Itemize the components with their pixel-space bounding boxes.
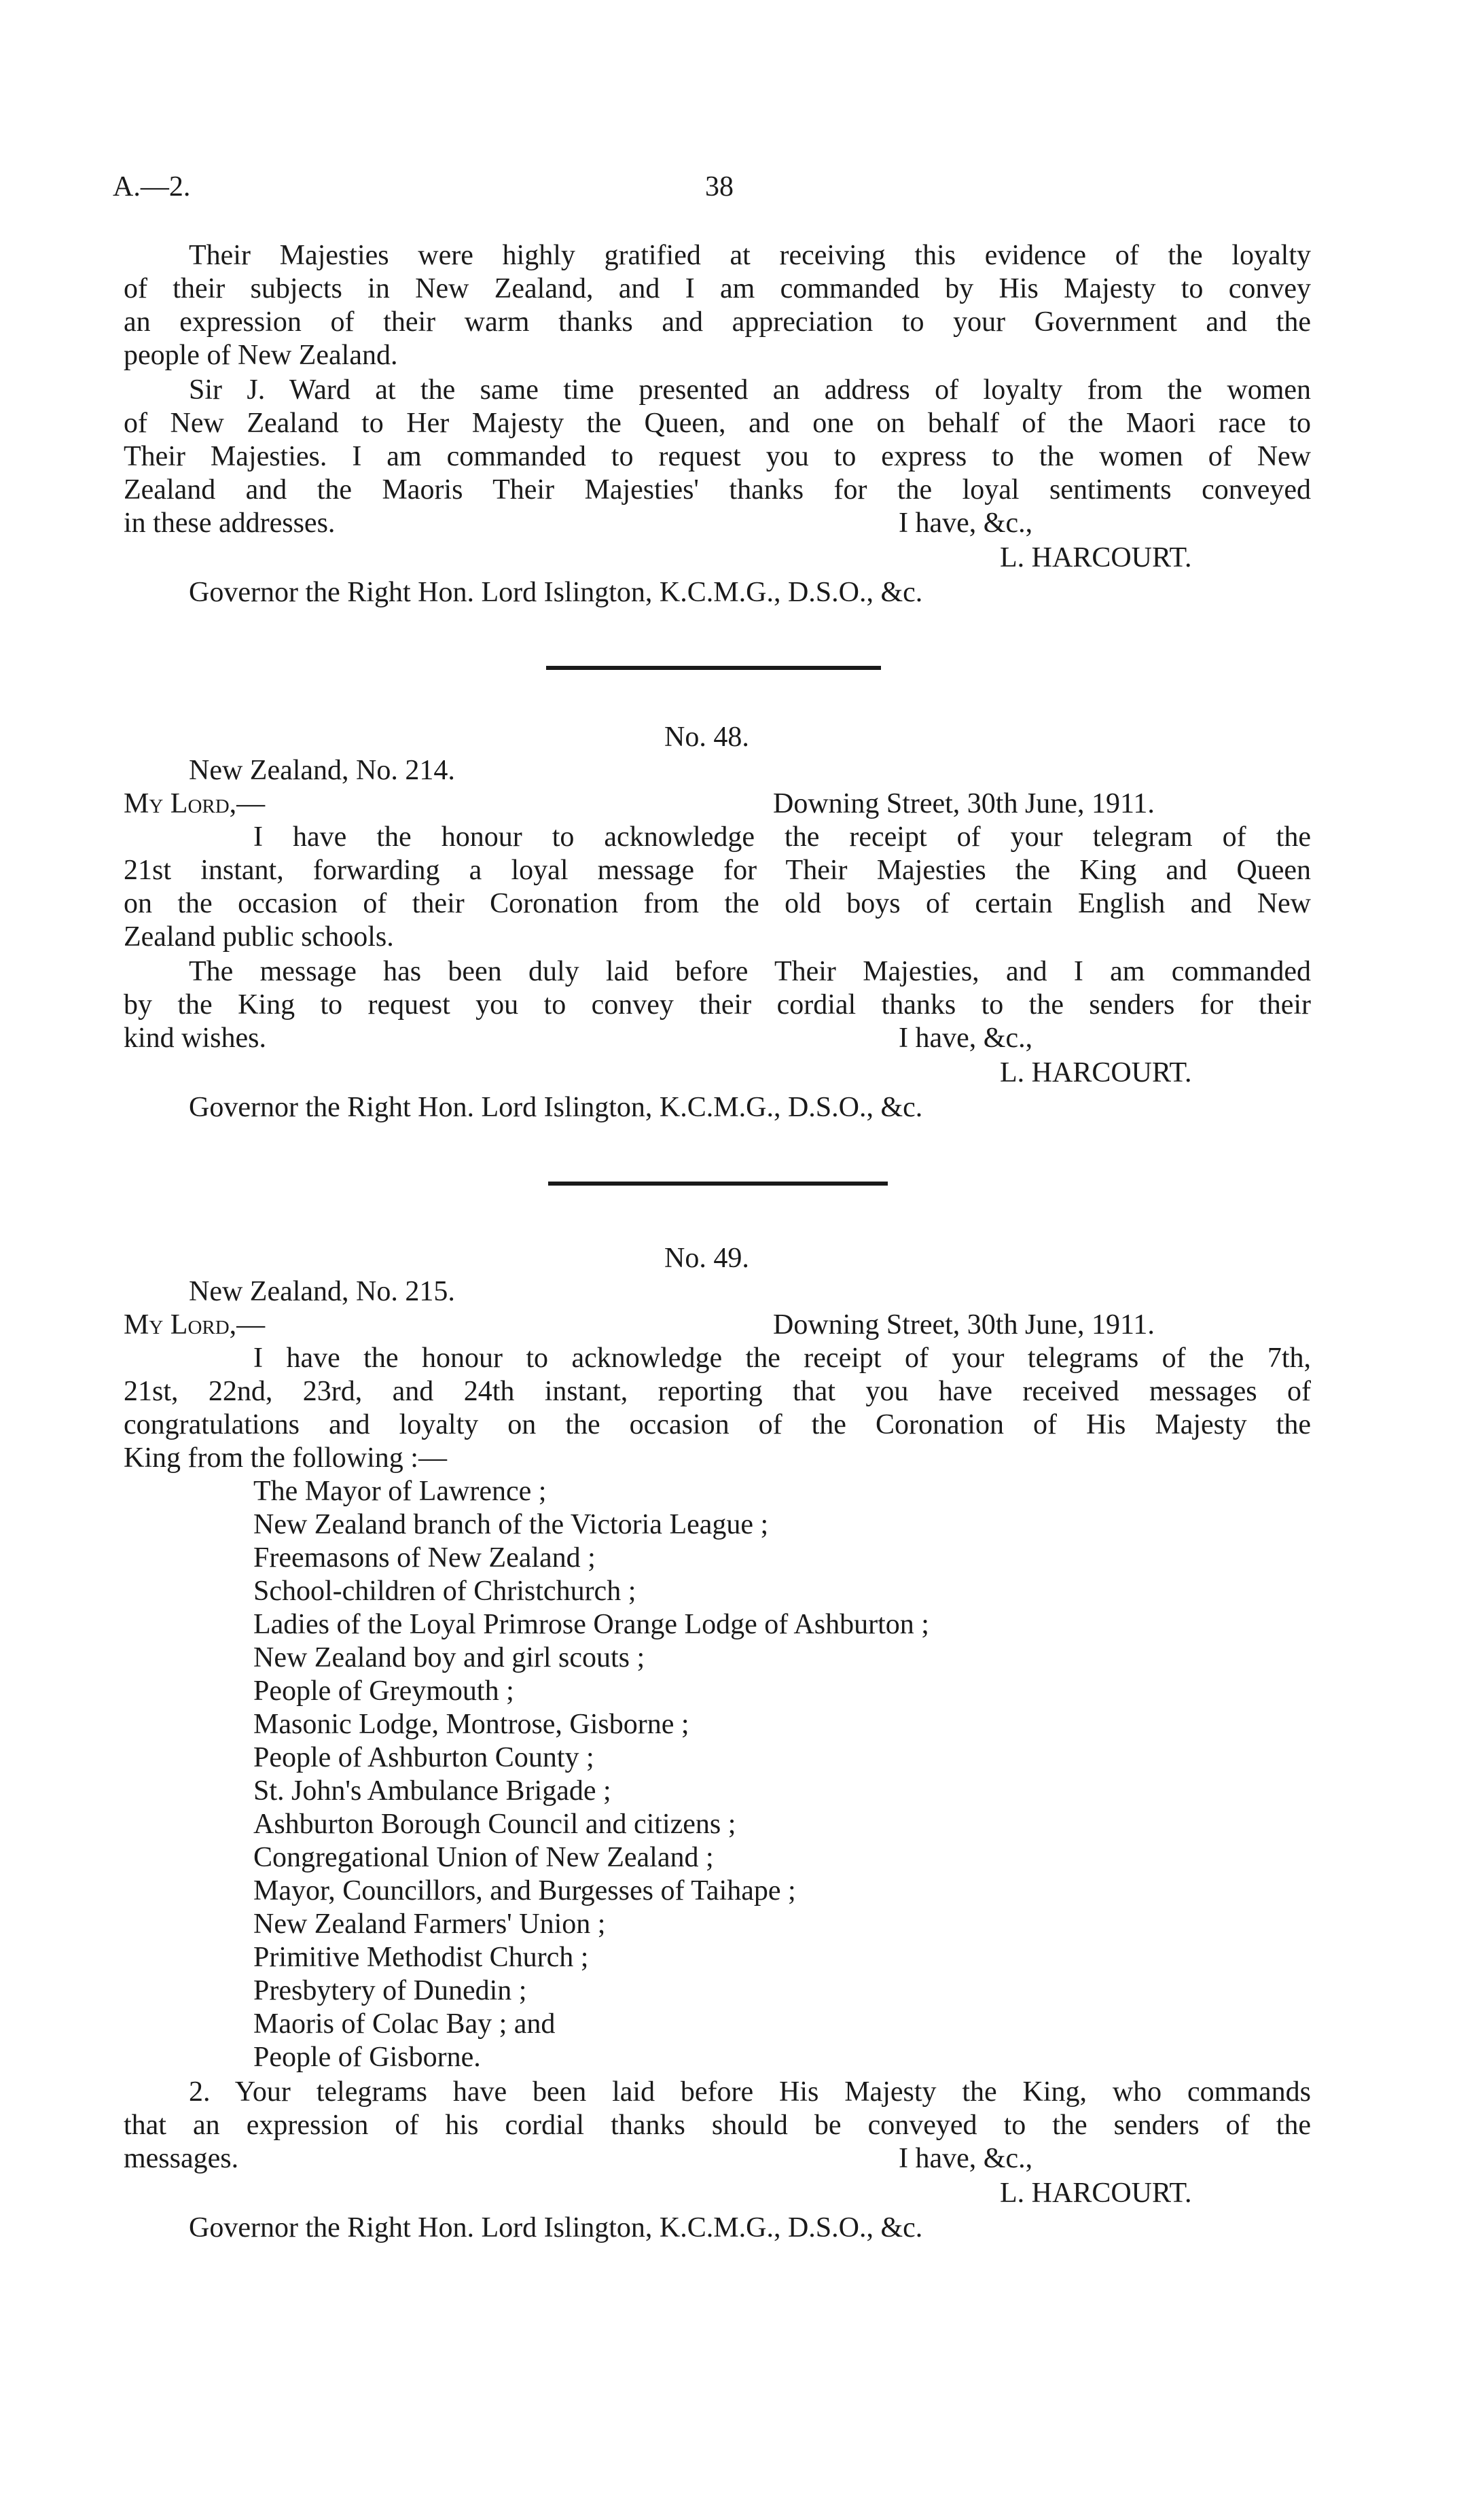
list-item: Primitive Methodist Church ;	[253, 1942, 589, 1973]
letter-49-p2-line-1: 2. Your telegrams have been laid before His Majesty the King, who commands	[189, 2076, 1311, 2108]
page-number: 38	[705, 171, 734, 202]
list-item: Ashburton Borough Council and citizens ;	[253, 1809, 736, 1840]
letter-49-dateline: Downing Street, 30th June, 1911.	[773, 1309, 1155, 1341]
letter-48-p1-line-1: I have the honour to acknowledge the receipt of your telegram of the	[253, 821, 1311, 853]
letter-48-p2-line-2: by the King to request you to convey their cordial thanks to the senders for their	[124, 989, 1311, 1021]
letter-48-p2-line-1: The message has been duly laid before Their Majesties, and I am commanded	[189, 956, 1311, 987]
letter-49-p2-line-3: messages.	[124, 2143, 239, 2174]
letter-48-reference: New Zealand, No. 214.	[189, 755, 455, 786]
letter-49-reference: New Zealand, No. 215.	[189, 1276, 455, 1307]
letter-49-closing: I have, &c.,	[899, 2143, 1033, 2174]
letter-47-closing: I have, &c.,	[899, 508, 1033, 539]
letter-49-number: No. 49.	[664, 1243, 749, 1274]
letter-49-salutation: My Lord,—	[124, 1309, 266, 1341]
letter-48-p1-line-2: 21st instant, forwarding a loyal message for Their Majesties the King and Queen	[124, 855, 1311, 886]
list-item: Maoris of Colac Bay ; and	[253, 2008, 556, 2040]
list-item: Congregational Union of New Zealand ;	[253, 1842, 714, 1873]
letter-47-p2-line-5: in these addresses.	[124, 508, 336, 539]
letter-48-p1-line-4: Zealand public schools.	[124, 921, 394, 953]
list-item: St. John's Ambulance Brigade ;	[253, 1775, 611, 1807]
letter-48-closing: I have, &c.,	[899, 1023, 1033, 1054]
list-item: New Zealand branch of the Victoria League ;	[253, 1509, 769, 1540]
list-item: People of Greymouth ;	[253, 1675, 514, 1707]
letter-47-signature: L. HARCOURT.	[1000, 542, 1192, 573]
letter-47-p1-line-1: Their Majesties were highly gratified at receiving this evidence of the loyalty	[189, 240, 1311, 271]
list-item: People of Gisborne.	[253, 2042, 481, 2073]
letter-48-dateline: Downing Street, 30th June, 1911.	[773, 788, 1155, 819]
letter-47-p1-line-2: of their subjects in New Zealand, and I am commanded by His Majesty to convey	[124, 273, 1311, 304]
letter-47-p2-line-1: Sir J. Ward at the same time presented an address of loyalty from the women	[189, 374, 1311, 406]
list-item: The Mayor of Lawrence ;	[253, 1476, 547, 1507]
list-item: New Zealand Farmers' Union ;	[253, 1909, 606, 1940]
list-item: Masonic Lodge, Montrose, Gisborne ;	[253, 1709, 689, 1740]
letter-48-p2-line-3: kind wishes.	[124, 1023, 266, 1054]
letter-48-salutation: My Lord,—	[124, 788, 266, 819]
letter-48-signature: L. HARCOURT.	[1000, 1057, 1192, 1088]
list-item: Presbytery of Dunedin ;	[253, 1975, 527, 2006]
letter-47-p1-line-4: people of New Zealand.	[124, 340, 398, 371]
letter-49-p2-line-2: that an expression of his cordial thanks should be conveyed to the senders of the	[124, 2110, 1311, 2141]
letter-49-p1-line-2: 21st, 22nd, 23rd, and 24th instant, reporting that you have received messages of	[124, 1376, 1311, 1407]
series-reference: A.—2.	[113, 171, 191, 202]
letter-49-p1-line-3: congratulations and loyalty on the occasion of the Coronation of His Majesty the	[124, 1409, 1311, 1440]
letter-47-p2-line-3: Their Majesties. I am commanded to request you to express to the women of New	[124, 441, 1311, 472]
letter-47-p2-line-2: of New Zealand to Her Majesty the Queen, and one on behalf of the Maori race to	[124, 408, 1311, 439]
section-divider	[548, 1182, 888, 1186]
list-item: School-children of Christchurch ;	[253, 1576, 636, 1607]
letter-49-addressee: Governor the Right Hon. Lord Islington, K.C.M.G., D.S.O., &c.	[189, 2212, 923, 2243]
section-divider	[546, 666, 881, 670]
letter-48-addressee: Governor the Right Hon. Lord Islington, K.C.M.G., D.S.O., &c.	[189, 1092, 923, 1123]
letter-49-p1-line-1: I have the honour to acknowledge the receipt of your telegrams of the 7th,	[253, 1343, 1311, 1374]
list-item: Freemasons of New Zealand ;	[253, 1542, 596, 1574]
list-item: Mayor, Councillors, and Burgesses of Taihape ;	[253, 1875, 796, 1906]
letter-47-p1-line-3: an expression of their warm thanks and appreciation to your Government and the	[124, 306, 1311, 338]
letter-48-p1-line-3: on the occasion of their Coronation from the old boys of certain English and New	[124, 888, 1311, 919]
letter-47-p2-line-4: Zealand and the Maoris Their Majesties' thanks for the loyal sentiments conveyed	[124, 474, 1311, 505]
list-item: People of Ashburton County ;	[253, 1742, 594, 1773]
letter-47-addressee: Governor the Right Hon. Lord Islington, K.C.M.G., D.S.O., &c.	[189, 577, 923, 608]
letter-49-p1-line-4: King from the following :—	[124, 1442, 447, 1474]
letter-48-number: No. 48.	[664, 722, 749, 753]
list-item: Ladies of the Loyal Primrose Orange Lodge of Ashburton ;	[253, 1609, 929, 1640]
letter-49-signature: L. HARCOURT.	[1000, 2178, 1192, 2209]
list-item: New Zealand boy and girl scouts ;	[253, 1642, 645, 1673]
